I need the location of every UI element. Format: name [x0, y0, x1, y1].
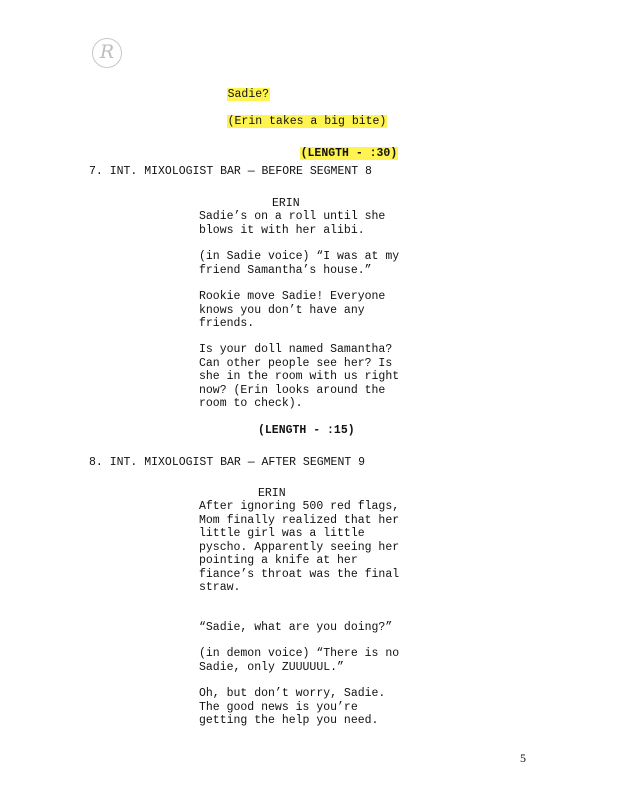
logo-watermark-icon: R: [92, 38, 122, 68]
dialogue-paragraph: Sadie’s on a roll until she blows it with her alibi.: [199, 210, 386, 237]
dialogue-block-scene7: [199, 250, 439, 277]
scene-heading-8: 8. INT. MIXOLOGIST BAR — AFTER SEGMENT 9: [89, 456, 366, 469]
parenthetical-erin-bite: (Erin takes a big bite): [227, 114, 387, 128]
dialogue-paragraph: Is your doll named Samantha? Can other people see her? Is she in the room with us right now? (Erin looks around the room to check).: [199, 343, 400, 410]
dialogue-block-scene7: [199, 290, 439, 331]
scene-heading-7: 7. INT. MIXOLOGIST BAR — BEFORE SEGMENT 8: [89, 165, 372, 178]
dialogue-paragraph: (in demon voice) “There is no Sadie, only ZUUUUUL.”: [199, 647, 400, 674]
length-marker-15: (LENGTH - :15): [258, 424, 355, 437]
dialogue-paragraph: After ignoring 500 red flags, Mom finally realized that her little girl was a little pyscho. Apparently seeing her pointing a knife at her fiance’s throat was the final straw.: [199, 500, 400, 594]
dialogue-block-scene8: [199, 500, 439, 595]
length-marker-30: (LENGTH - :30): [300, 146, 398, 160]
dialogue-paragraph: Oh, but don’t worry, Sadie. The good news is you’re getting the help you need.: [199, 687, 386, 727]
dialogue-block-scene7: [199, 210, 439, 237]
dialogue-block-scene8: [199, 621, 439, 635]
dialogue-block-scene8: [199, 647, 439, 674]
character-name: ERIN: [258, 487, 286, 500]
dialogue-paragraph: Rookie move Sadie! Everyone knows you don’t have any friends.: [199, 290, 386, 330]
dialogue-block-scene7: [199, 343, 439, 411]
dialogue-paragraph: (in Sadie voice) “I was at my friend Samantha’s house.”: [199, 250, 400, 277]
page-number: 5: [520, 751, 526, 765]
dialogue-sadie: Sadie?: [227, 87, 270, 101]
dialogue-paragraph: “Sadie, what are you doing?”: [199, 621, 393, 634]
dialogue-block-scene8: [199, 687, 439, 728]
character-name: ERIN: [272, 197, 300, 210]
